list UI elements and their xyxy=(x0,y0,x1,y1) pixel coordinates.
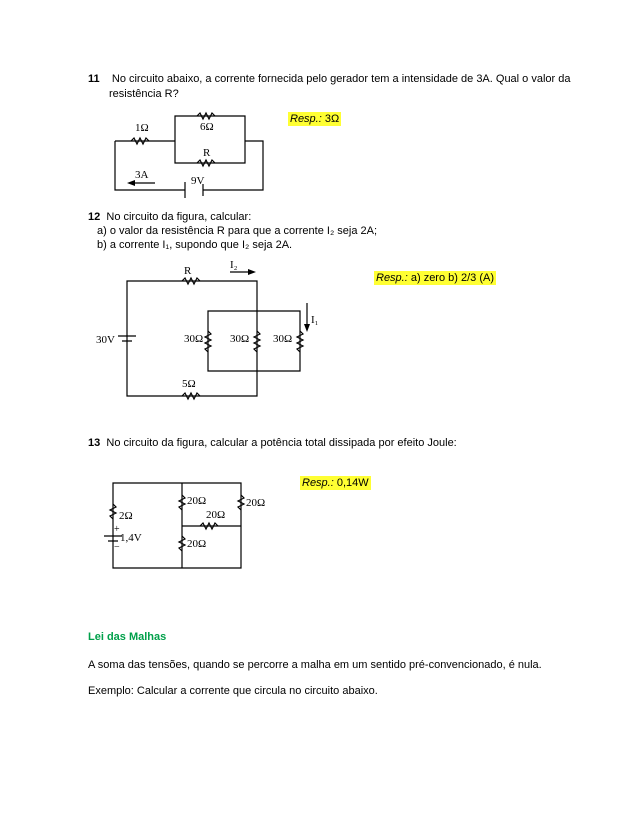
q11-resp-value: 3Ω xyxy=(321,113,340,125)
q12-rd-label: 5Ω xyxy=(182,378,196,390)
q11-current-label: 3A xyxy=(135,169,149,181)
q13-resp-value: 0,14W xyxy=(333,477,369,489)
q11-line2: resistência R? xyxy=(109,88,179,100)
q11-line1: No circuito abaixo, a corrente fornecida pelo gerador tem a intensidade de 3A. Qual o valor da xyxy=(111,73,571,85)
q12-number: 12 xyxy=(88,211,101,223)
q11-r1-label: 1Ω xyxy=(135,122,149,134)
q12-i1-label: I₁ xyxy=(311,314,319,326)
q11-text xyxy=(88,72,570,87)
q12-rc-label: 30Ω xyxy=(273,333,293,345)
q12-item-b: b) a corrente I₁, supondo que I₂ seja 2A. xyxy=(97,239,293,251)
section-heading: Lei das Malhas xyxy=(88,631,167,643)
q13-circuit xyxy=(100,478,266,578)
q12-resp-label: Resp.: xyxy=(376,272,408,284)
q13-answer xyxy=(300,476,371,490)
q13-text xyxy=(88,436,457,451)
section-text: A soma das tensões, quando se percorre a malha em um sentido pré-convencionado, é nula. xyxy=(88,659,542,671)
q12-resp-value: a) zero b) 2/3 (A) xyxy=(407,272,494,284)
q12-text xyxy=(88,210,251,225)
q11-resp-label: Resp.: xyxy=(290,113,322,125)
q11-r2-label: 6Ω xyxy=(200,121,214,133)
q13-plus-label: + xyxy=(114,524,120,535)
section-example: Exemplo: Calcular a corrente que circula no circuito abaixo. xyxy=(88,685,378,697)
q12-circuit xyxy=(90,258,330,408)
q11-r3-label: R xyxy=(203,147,211,159)
q13-r2-label: 20Ω xyxy=(187,495,207,507)
q12-r-label: R xyxy=(184,265,192,277)
q12-item-a: a) o valor da resistência R para que a corrente I₂ seja 2A; xyxy=(97,225,378,237)
q13-number: 13 xyxy=(88,437,101,449)
q12-i2-label: I₂ xyxy=(230,259,238,271)
q11-answer xyxy=(288,112,341,126)
q13-line1: No circuito da figura, calcular a potência total dissipada por efeito Joule: xyxy=(106,437,457,449)
q12-rb-label: 30Ω xyxy=(230,333,250,345)
q13-r3-label: 20Ω xyxy=(246,497,266,509)
q11-voltage-label: 9V xyxy=(191,175,205,187)
q13-resp-label: Resp.: xyxy=(302,477,334,489)
q12-v-label: 30V xyxy=(96,334,115,346)
q13-r4-label: 20Ω xyxy=(206,509,226,521)
q13-r5-label: 20Ω xyxy=(187,538,207,550)
q12-answer xyxy=(374,271,496,285)
q13-r1-label: 2Ω xyxy=(119,510,133,522)
q12-ra-label: 30Ω xyxy=(184,333,204,345)
q11-circuit xyxy=(105,108,275,198)
q13-minus-label: − xyxy=(114,542,120,553)
q12-line1: No circuito da figura, calcular: xyxy=(106,211,252,223)
q13-v-label: 1,4V xyxy=(120,532,142,544)
q11-number: 11 xyxy=(88,73,100,85)
